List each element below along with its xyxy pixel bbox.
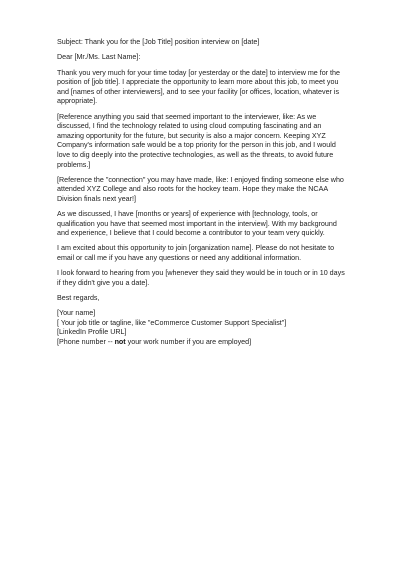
paragraph-thanks: Thank you very much for your time today [or yesterday or the date] to interview me for the position of [job title]. I appreciate the opportunity to learn more about this job, to meet you and [names of other interviewers], and to see your facility [or offices, location, whatever is appropriate]. bbox=[57, 68, 340, 106]
paragraph-experience: As we discussed, I have [months or years] of experience with [technology, tools, or qualification you have that seemed most important in the interview]. With my background and experience, I believe that I could become a contributor to your team very quickly. bbox=[57, 210, 337, 238]
signature-linkedin: [LinkedIn Profile URL] bbox=[57, 328, 127, 337]
paragraph-connection: [Reference the "connection" you may have made, like: I enjoyed finding someone else who attended XYZ College and also roots for the hockey team. Hope they make the NCAA Division finals next year!] bbox=[57, 175, 344, 203]
letter-body bbox=[57, 38, 349, 353]
signature-name: [Your name] bbox=[57, 309, 96, 318]
paragraph-look-forward: I look forward to hearing from you [whenever they said they would be in touch or in 10 days if they didn't give you a date]. bbox=[57, 269, 345, 287]
signature-phone-suffix: your work number if you are employed] bbox=[125, 337, 252, 346]
paragraph-excited: I am excited about this opportunity to join [organization name]. Please do not hesitate to email or call me if you have any questions or need any additional information. bbox=[57, 244, 335, 263]
signature-phone bbox=[57, 338, 349, 348]
signature-phone-emphasis: not bbox=[114, 337, 126, 346]
closing: Best regards, bbox=[57, 294, 100, 303]
paragraph-reference-discussion: [Reference anything you said that seemed important to the interviewer, like: As we discussed, I find the technology related to using cloud computing fascinating and an amazing opportunity for the future, but security is also a major concern. Keeping XYZ Company's information safe would be a top priority for the person in this job, and I would love to dig deeply into the protective technologies, as well as the threats, to avoid future problems.] bbox=[57, 112, 336, 169]
subject-line: Subject: Thank you for the [Job Title] position interview on [date] bbox=[57, 38, 260, 46]
salutation: Dear [Mr./Ms. Last Name]: bbox=[57, 53, 141, 62]
signature-title: [ Your job title or tagline, like "eCommerce Customer Support Specialist"] bbox=[57, 318, 287, 327]
signature-block bbox=[57, 309, 349, 347]
signature-phone-prefix: [Phone number -- bbox=[57, 337, 115, 346]
